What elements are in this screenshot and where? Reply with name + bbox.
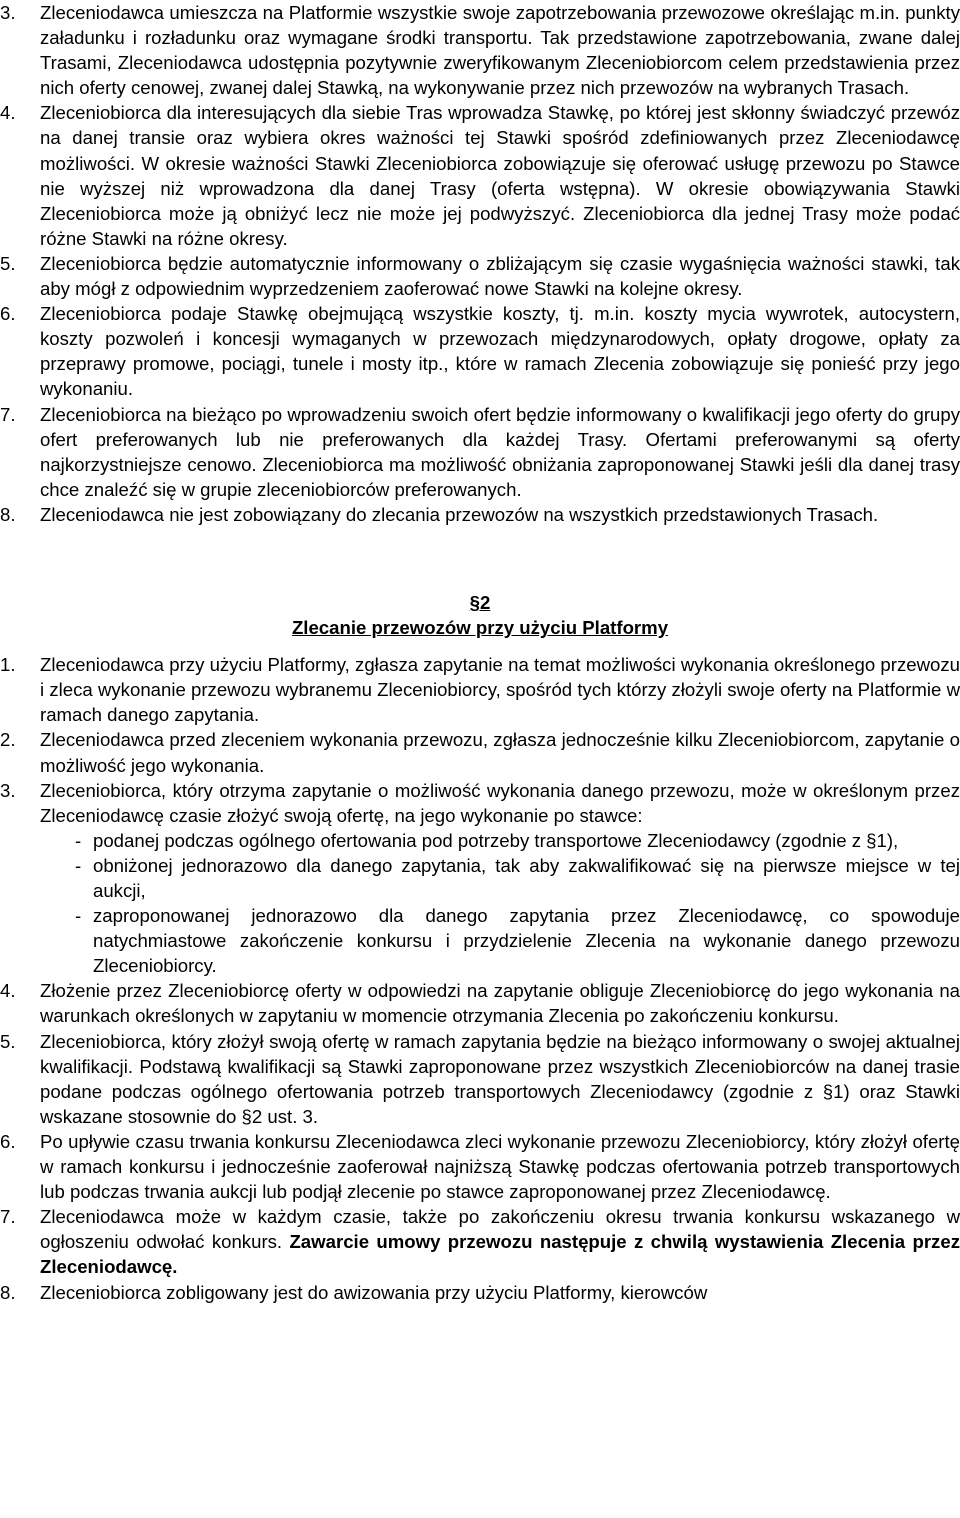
item-text: Zleceniobiorca zobligowany jest do awizowania przy użyciu Platformy, kierowców [40,1281,708,1303]
sub-item-text: podanej podczas ogólnego ofertowania pod potrzeby transportowe Zleceniodawcy (zgodnie z §1), [93,829,899,851]
item-number: 3. [0,2,16,23]
list-item [0,652,960,727]
list-item [0,301,960,401]
item-text: Zleceniodawca przy użyciu Platformy, zgłasza zapytanie na temat możliwości wykonania określonego przewozu i zleca wykonanie przewozu wybranemu Zleceniobiorcy, spośród tych którzy złożyli swoje oferty na Platformie w ramach danego zapytania. [40,654,960,726]
item-text [40,1204,960,1279]
item-number: 7. [0,1206,16,1228]
list-item [0,1029,960,1129]
list-item [0,778,960,828]
sub-list-item [75,828,960,853]
item-number: 6. [0,1130,16,1152]
section-heading [0,590,960,640]
list-item [0,502,960,527]
list-item [0,1204,960,1279]
item-text: Zleceniobiorca, który złożył swoją ofertę w ramach zapytania będzie na bieżąco informowany o swojej aktualnej kwalifikacji. Podstawą kwalifikacji są Stawki zaproponowane przez wszystkich Zleceniobiorców na danej trasie podane podczas ogólnego ofertowania potrzeb transportowych Zleceniodawcy (zgodnie z §1) oraz Stawki wskazane stosownie do §2 ust. 3. [40,1030,960,1127]
item-number: 7. [0,403,16,425]
section-spacer [0,527,960,587]
item-number: 5. [0,252,16,274]
item-text-plain: Zleceniodawca może w każdym czasie, także po zakończeniu okresu trwania konkursu wskazanego w ogłoszeniu odwołać konkurs. [40,1206,960,1253]
item-number: 1. [0,654,16,676]
item-text: Zleceniobiorca na bieżąco po wprowadzeniu swoich ofert będzie informowany o kwalifikacji jego oferty do grupy ofert preferowanych lub nie preferowanych dla każdej Trasy. Ofertami preferowanymi są oferty najkorzystniejsze cenowo. Zleceniobiorca ma możliwość obniżania zaproponowanej Stawki jeśli dla danej trasy chce znaleźć się w grupie zleceniobiorców preferowanych. [40,403,960,500]
dash-marker: - [75,905,82,927]
item-number: 8. [0,503,16,525]
item-number: 8. [0,1281,16,1303]
section-title: Zlecanie przewozów przy użyciu Platformy [291,617,669,639]
item-text: Zleceniodawca przed zleceniem wykonania przewozu, zgłasza jednocześnie kilku Zleceniobiorcom, zapytanie o możliwość jego wykonania. [40,729,960,776]
item-number: 2. [0,729,16,751]
sub-item-text: zaproponowanej jednorazowo dla danego zapytania przez Zleceniodawcę, co spowoduje natychmiastowe zakończenie konkursu i przydzielenie Zlecenia na wykonanie danego przewozu Zleceniobiorcy. [93,905,960,977]
list-item [0,251,960,301]
item-text: Po upływie czasu trwania konkursu Zleceniodawca zleci wykonanie przewozu Zleceniobiorcy, który złożył ofertę w ramach konkursu i jednocześnie zaoferował najniższą Stawkę podczas ofertowania potrzeb transportowych lub podczas trwania aukcji lub podjął zlecenie po stawce zaproponowanej przez Zleceniodawcę. [40,1130,960,1203]
item-number: 6. [0,303,16,325]
item-text: Zleceniobiorca dla interesujących dla siebie Tras wprowadza Stawkę, po której jest skłonny świadczyć przewóz na danej transie oraz wybiera okres ważności tej Stawki spośród zdefiniowanych przez Zleceniodawcę możliwości. W okresie ważności Stawki Zleceniobiorca zobowiązuje się oferować usługę przewozu po Stawce nie wyższej niż wprowadzona dla danej Trasy (oferta wstępna). W okresie obowiązywania Stawki Zleceniobiorca może ją obniżyć lecz nie może jej podwyższyć. Zleceniobiorca dla jednej Trasy może podać różne Stawki na różne okresy. [40,102,960,249]
dash-marker: - [75,854,82,876]
list-item [0,727,960,777]
dash-marker: - [75,829,82,851]
item-number: 4. [0,980,16,1002]
section2-list [0,652,960,1304]
sub-list [0,828,960,979]
sub-list-item [75,853,960,903]
list-item [0,100,960,251]
item-text: Zleceniobiorca, który otrzyma zapytanie o możliwość wykonania danego przewozu, może w określonym przez Zleceniodawcę czasie złożyć swoją ofertę, na jego wykonanie po stawce: [40,779,960,826]
list-item [0,0,960,100]
item-number: 5. [0,1030,16,1052]
sub-list-item [75,903,960,978]
item-text: Zleceniodawca umieszcza na Platformie wszystkie swoje zapotrzebowania przewozowe określając m.in. punkty załadunku i rozładunku oraz wymagane środki transportu. Tak przedstawione zapotrzebowania, zwane dalej Trasami, Zleceniodawca udostępnia pozytywnie zweryfikowanym Zleceniobiorcom celem przedstawienia przez nich oferty cenowej, zwanej dalej Stawką, na wykonywanie przez nich przewozów na wybranych Trasach. [40,2,960,99]
item-number: 3. [0,779,16,801]
list-item [0,978,960,1028]
item-text: Zleceniobiorca podaje Stawkę obejmującą wszystkie koszty, tj. m.in. koszty mycia wywrotek, autocystern, koszty pozwoleń i koncesji wymaganych w przewozach międzynarodowych, opłaty drogowe, opłaty za przeprawy promowe, pociągi, tunele i mosty itp., które w ramach Zlecenia zobowiązuje się ponieść przy jego wykonaniu. [40,303,960,400]
item-text: Złożenie przez Zleceniobiorcę oferty w odpowiedzi na zapytanie obliguje Zleceniobiorcę do jego wykonania na warunkach określonych w zapytaniu w momencie otrzymania Zlecenia po zakończeniu konkursu. [40,980,960,1027]
list-item [0,1129,960,1204]
item-text: Zleceniodawca nie jest zobowiązany do zlecania przewozów na wszystkich przedstawionych Trasach. [40,503,879,525]
item-text-bold: Zawarcie umowy przewozu następuje z chwilą wystawienia Zlecenia przez Zleceniodawcę. [40,1231,960,1278]
section1-list [0,0,960,527]
section-symbol: §2 [469,591,491,613]
list-item [0,1280,960,1305]
item-text: Zleceniobiorca będzie automatycznie informowany o zbliżającym się czasie wygaśnięcia ważności stawki, tak aby mógł z odpowiednim wyprzedzeniem zaoferować nowe Stawki na kolejne okresy. [40,252,960,300]
item-number: 4. [0,102,16,124]
sub-item-text: obniżonej jednorazowo dla danego zapytania, tak aby zakwalifikować się na pierwsze miejsce w tej aukcji, [93,854,960,901]
list-item [0,402,960,502]
